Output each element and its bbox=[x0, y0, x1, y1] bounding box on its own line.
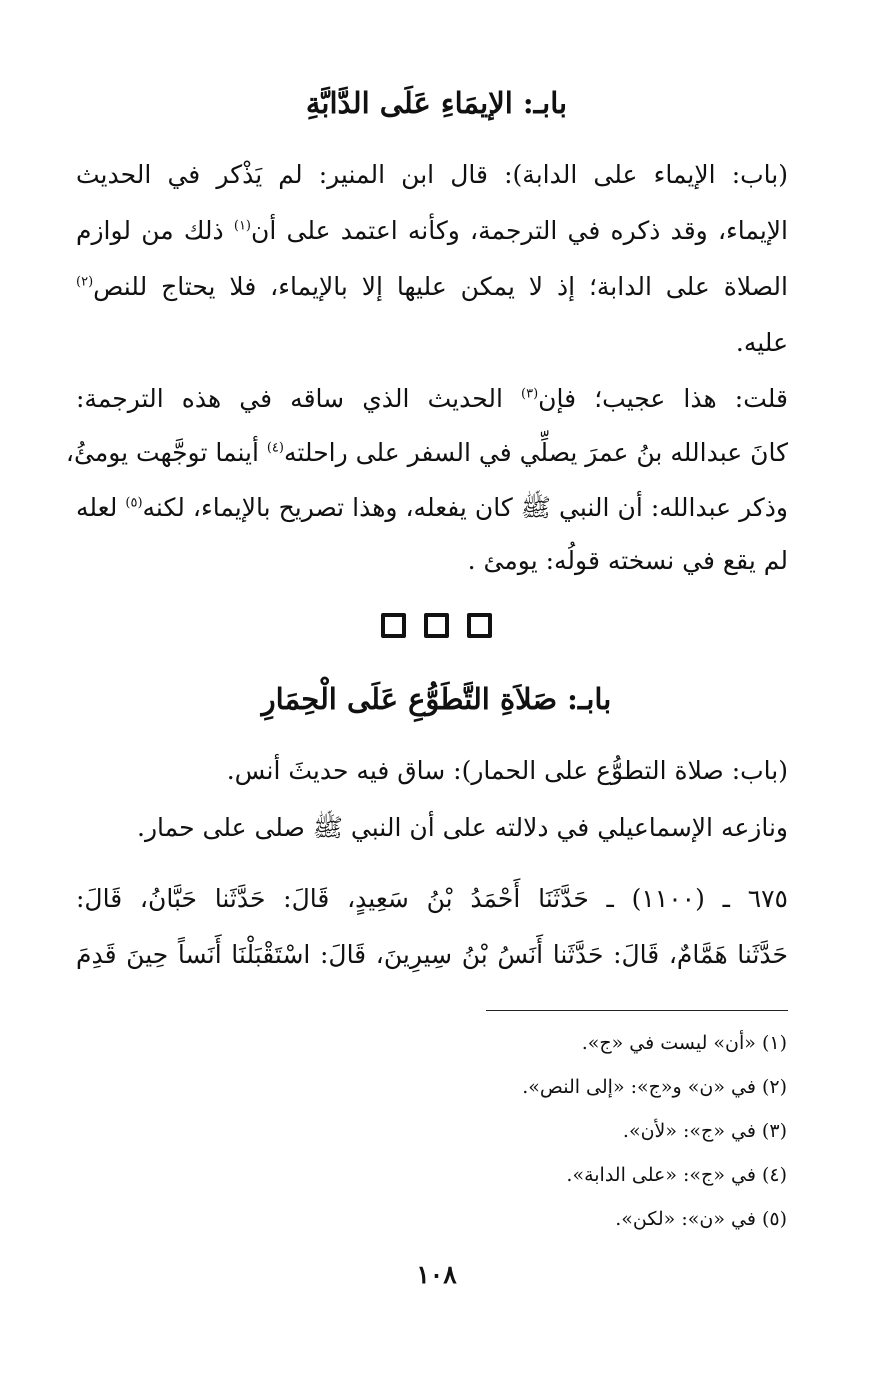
para1-line-2-tail: ذلك من لوازم bbox=[76, 216, 234, 245]
para2-line-3-a: وذكر عبدالله: أن النبي ﷺ كان يفعله، وهذا تصريح بالإيماء، لكنه bbox=[142, 493, 788, 522]
hadith-line-1: ٦٧٥ ـ (١١٠٠) ـ حَدَّثَنَا أَحْمَدُ بْنُ سَعِيدٍ، قَالَ: حَدَّثَنا حَبَّانُ، قَالَ: bbox=[76, 884, 788, 913]
footnote-ref-5[interactable]: (٥) bbox=[125, 495, 143, 511]
page-number: ١٠٨ bbox=[416, 1260, 457, 1289]
para2-line-2 bbox=[65, 438, 788, 467]
footnote-3: (٣) في «ج»: «لأن». bbox=[622, 1120, 787, 1142]
footnote-2: (٢) في «ن» و«ج»: «إلى النص». bbox=[522, 1076, 787, 1098]
para2-line-2-a: كانَ عبدالله بنُ عمرَ يصلِّي في السفر على راحلته bbox=[283, 438, 788, 467]
paragraph-3: (باب: صلاة التطوُّع على الحمار): ساق فيه حديثَ أنس. bbox=[226, 756, 788, 785]
para2-line-4: لم يقع في نسخته قولُه: يومئ . bbox=[467, 546, 788, 575]
separator-box-icon bbox=[467, 613, 492, 638]
footnote-divider bbox=[486, 1010, 788, 1011]
footnote-1: (١) «أن» ليست في «ج». bbox=[581, 1032, 787, 1054]
footnote-ref-2[interactable]: (٢) bbox=[76, 274, 94, 290]
para2-line-1 bbox=[76, 384, 788, 413]
paragraph-4: ونازعه الإسماعيلي في دلالته على أن النبي ﷺ صلى على حمار. bbox=[137, 813, 788, 842]
separator-box-icon bbox=[424, 613, 449, 638]
para1-line-3 bbox=[76, 272, 788, 301]
para2-line-3 bbox=[76, 492, 788, 529]
footnote-4: (٤) في «ج»: «على الدابة». bbox=[566, 1164, 787, 1186]
footnote-ref-3[interactable]: (٣) bbox=[521, 386, 539, 402]
footnote-5: (٥) في «ن»: «لكن». bbox=[615, 1208, 787, 1230]
para2-line-1-b: الحديث الذي ساقه في هذه الترجمة: bbox=[76, 384, 522, 413]
para1-line-2-text: الإيماء، وقد ذكره في الترجمة، وكأنه اعتمد على أن bbox=[251, 216, 788, 245]
para1-line-1: (باب: الإيماء على الدابة): قال ابن المنير: لم يَذْكر في الحديث bbox=[76, 160, 789, 189]
separator-box-icon bbox=[381, 613, 406, 638]
section-separator bbox=[0, 607, 873, 647]
hadith-line-2: حَدَّثَنا هَمَّامٌ، قَالَ: حَدَّثَنا أَنَسُ بْنُ سِيرِينَ، قَالَ: اسْتَقْبَلْنَا أَنَساً حِينَ قَدِمَ bbox=[76, 940, 788, 969]
para2-line-1-a: قلت: هذا عجيب؛ فإن bbox=[538, 384, 788, 413]
para1-line-2 bbox=[76, 216, 788, 245]
chapter-heading-1: بابـ: الإيمَاءِ عَلَى الدَّابَّةِ bbox=[305, 86, 568, 120]
para2-line-2-b: أينما توجَّهت يومئُ، bbox=[65, 438, 267, 467]
para1-line-4: عليه. bbox=[735, 328, 788, 357]
footnote-ref-1[interactable]: (١) bbox=[233, 218, 251, 234]
para2-line-3-b: لعله bbox=[76, 493, 126, 522]
para1-line-3-text: الصلاة على الدابة؛ إذ لا يمكن عليها إلا بالإيماء، فلا يحتاج للنص bbox=[93, 272, 788, 301]
chapter-heading-2: بابـ: صَلاَةِ التَّطَوُّعِ عَلَى الْحِمَارِ bbox=[261, 682, 612, 716]
footnote-ref-4[interactable]: (٤) bbox=[266, 440, 284, 456]
